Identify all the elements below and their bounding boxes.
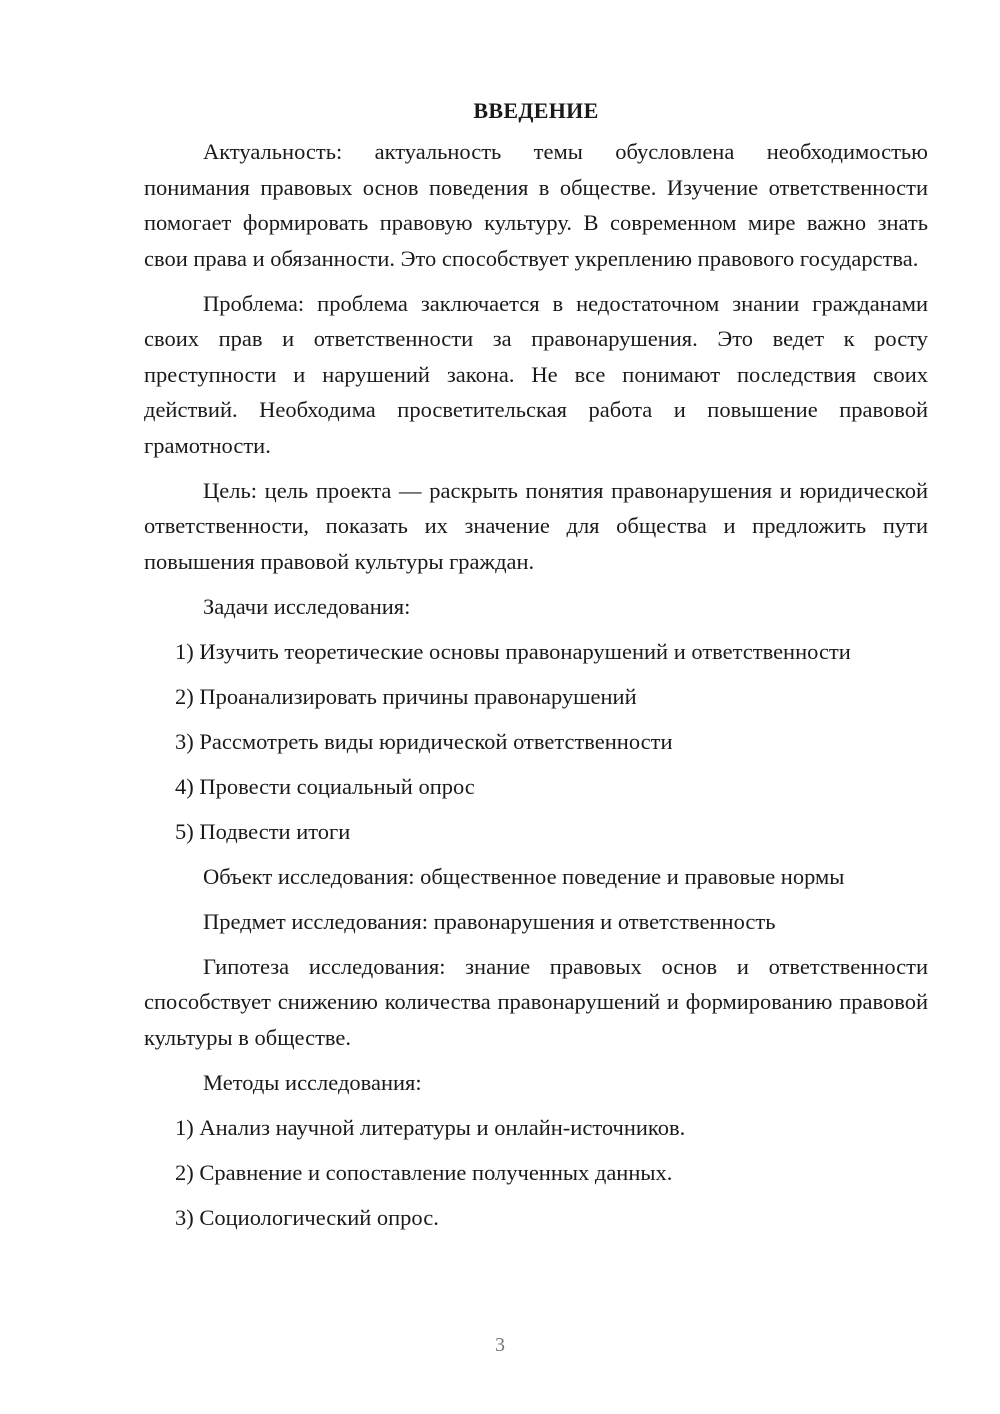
goal-paragraph: Цель: цель проекта — раскрыть понятия правонарушения и юридической ответственности, показать их значение для общества и предложить пути повышения правовой культуры граждан. (144, 477, 928, 574)
method-item: 2) Сравнение и сопоставление полученных данных. (175, 1159, 673, 1185)
research-subject: Предмет исследования: правонарушения и ответственность (203, 908, 776, 934)
task-item: 4) Провести социальный опрос (175, 773, 475, 799)
task-item: 3) Рассмотреть виды юридической ответственности (175, 728, 673, 754)
task-item: 5) Подвести итоги (175, 818, 351, 844)
task-item: 1) Изучить теоретические основы правонарушений и ответственности (175, 638, 851, 664)
section-title: ВВЕДЕНИЕ (473, 98, 599, 123)
methods-heading: Методы исследования: (203, 1069, 422, 1095)
page-content (144, 96, 928, 1245)
task-item: 2) Проанализировать причины правонарушений (175, 683, 637, 709)
relevance-paragraph: Актуальность: актуальность темы обусловлена необходимостью понимания правовых основ поведения в обществе. Изучение ответственности помогает формировать правовую культуру. В современном мире важно знать свои права и обязанности. Это способствует укреплению правового государства. (144, 139, 928, 271)
page-number: 3 (495, 1334, 505, 1356)
problem-paragraph: Проблема: проблема заключается в недостаточном знании гражданами своих прав и ответственности за правонарушения. Это ведет к росту преступности и нарушений закона. Не все понимают последствия своих действий. Необходима просветительская работа и повышение правовой грамотности. (144, 290, 928, 458)
method-item: 1) Анализ научной литературы и онлайн-источников. (175, 1114, 686, 1140)
tasks-heading: Задачи исследования: (203, 593, 411, 619)
method-item: 3) Социологический опрос. (175, 1204, 439, 1230)
hypothesis-paragraph: Гипотеза исследования: знание правовых основ и ответственности способствует снижению количества правонарушений и формированию правовой культуры в обществе. (144, 953, 928, 1050)
research-object: Объект исследования: общественное поведение и правовые нормы (203, 863, 845, 889)
